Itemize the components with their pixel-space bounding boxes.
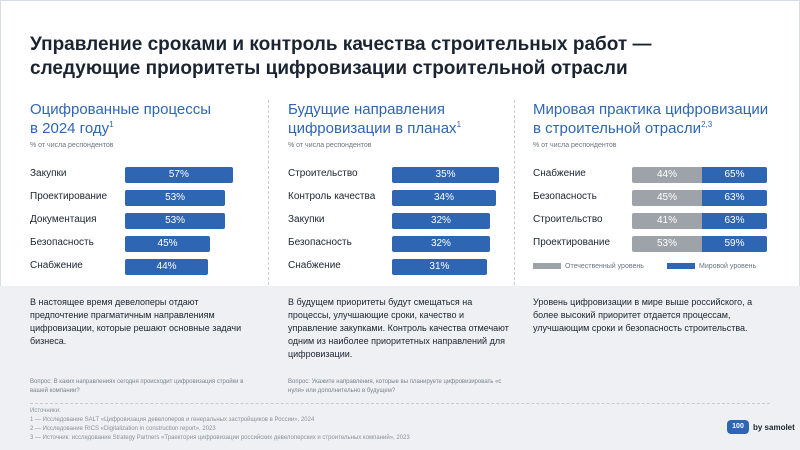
- column1-note: В настоящее время девелоперы отдают предпочтение прагматичным направлениям цифровизации, которые решают основные задачи бизнеса.: [30, 297, 242, 346]
- bar-row: [288, 259, 528, 275]
- bar-row: [533, 190, 773, 206]
- bar-global: [702, 167, 767, 183]
- bar-category-label: Безопасность: [533, 191, 597, 202]
- bar-category-label: Строительство: [288, 168, 358, 179]
- legend-swatch-domestic: [533, 263, 561, 269]
- column2-heading-line1: Будущие направления: [288, 101, 445, 118]
- column2-note: В будущем приоритеты будут смещаться на процессы, улучшающие сроки, качество и управление закупками. Контроль качества отмечают одним из наиболее приоритетных направлений для цифровизации.: [288, 297, 509, 359]
- bar-category-label: Проектирование: [30, 191, 108, 202]
- bar-category-label: Закупки: [288, 214, 325, 225]
- column2-heading-line2: цифровизации в планах: [288, 120, 457, 137]
- bar-domestic-value-label: 44%: [656, 169, 677, 180]
- bar-value-label: 32%: [430, 215, 451, 226]
- bar-value-label: 35%: [435, 169, 456, 180]
- bar-global-value-label: 65%: [724, 169, 745, 180]
- bar-row: [30, 213, 270, 229]
- sources-heading: Источники:: [30, 408, 61, 414]
- source-2: 2 — Исследование RICS «Digitalization in construction report», 2023: [30, 426, 216, 432]
- bar-domestic-value-label: 45%: [656, 192, 677, 203]
- source-1: 1 — Исследование SALT «Цифровизация девелоперов и генеральных застройщиков в России», 2024: [30, 417, 315, 423]
- bar-domestic: [632, 190, 702, 206]
- bar-row: [288, 190, 528, 206]
- bar: [392, 213, 490, 229]
- bar: [125, 236, 210, 252]
- bar: [125, 167, 233, 183]
- column2-heading: [288, 100, 528, 140]
- column1-heading: [30, 100, 270, 140]
- bar-domestic-value-label: 41%: [656, 215, 677, 226]
- bar-category-label: Проектирование: [533, 237, 611, 248]
- column3-heading-footnote: 2,3: [701, 120, 713, 129]
- bar-value-label: 53%: [165, 215, 186, 226]
- column-future-directions: [288, 100, 528, 149]
- bar-value-label: 31%: [429, 261, 450, 272]
- column2-subtitle: % от числа респондентов: [288, 142, 372, 149]
- bar-domestic: [632, 236, 702, 252]
- column-world-practice: [533, 100, 773, 149]
- column1-heading-footnote: 1: [109, 120, 114, 129]
- column3-heading-line1: Мировая практика цифровизации: [533, 101, 769, 118]
- slide-title: [30, 33, 750, 81]
- bar-value-label: 45%: [157, 238, 178, 249]
- bar-row: [30, 190, 270, 206]
- bar-row: [288, 213, 528, 229]
- bar: [392, 190, 496, 206]
- bar-global: [702, 213, 767, 229]
- bar-value-label: 57%: [168, 169, 189, 180]
- source-3: 3 — Источник: исследование Strategy Partners «Траектория цифровизации российских девелоперских и строительных компаний», 2023: [30, 435, 410, 441]
- bar-category-label: Снабжение: [288, 260, 341, 271]
- column1-question: Вопрос: В каких направлениях сегодня происходит цифровизация стройки в вашей компании?: [30, 379, 244, 394]
- bar-row: [30, 167, 270, 183]
- bar: [125, 259, 208, 275]
- column3-heading: [533, 100, 773, 140]
- bar: [125, 213, 225, 229]
- bar-category-label: Закупки: [30, 168, 67, 179]
- bar: [392, 236, 490, 252]
- sources-list: [30, 407, 630, 443]
- slide-title-line1: Управление сроками и контроль качества строительных работ —: [30, 34, 652, 55]
- bar-global: [702, 236, 767, 252]
- column3-note: Уровень цифровизации в мире выше российского, а более высокий приоритет отдается процессам, улучшающим сроки и безопасность строительства.: [533, 297, 753, 333]
- column1-heading-line2: в 2024 году: [30, 120, 110, 137]
- column3-subtitle: % от числа респондентов: [533, 142, 617, 149]
- bar-domestic: [632, 167, 702, 183]
- bar-category-label: Снабжение: [533, 168, 586, 179]
- bar-global-value-label: 63%: [724, 215, 745, 226]
- bar-global: [702, 190, 767, 206]
- legend-domestic: [533, 263, 644, 270]
- column-divider: [268, 100, 269, 285]
- legend-global: [667, 263, 756, 270]
- column-divider: [514, 100, 515, 285]
- bar-value-label: 44%: [156, 261, 177, 272]
- bar-domestic-value-label: 53%: [656, 238, 677, 249]
- legend-swatch-global: [667, 263, 695, 269]
- bar-value-label: 53%: [165, 192, 186, 203]
- bar: [392, 167, 499, 183]
- legend-label-domestic: Отечественный уровень: [565, 263, 644, 270]
- bar-category-label: Безопасность: [288, 237, 352, 248]
- bar-row: [288, 236, 528, 252]
- bar-category-label: Контроль качества: [288, 191, 376, 202]
- column1-heading-line1: Оцифрованные процессы: [30, 101, 212, 118]
- bar-row: [288, 167, 528, 183]
- sources-divider: [30, 403, 770, 404]
- bar-category-label: Безопасность: [30, 237, 94, 248]
- bar-row: [533, 167, 773, 183]
- bar-category-label: Документация: [30, 214, 97, 225]
- bar-value-label: 34%: [434, 192, 455, 203]
- bar-row: [30, 236, 270, 252]
- bar-category-label: Строительство: [533, 214, 603, 225]
- bar-category-label: Снабжение: [30, 260, 83, 271]
- bar-value-label: 32%: [430, 238, 451, 249]
- bar-global-value-label: 63%: [724, 192, 745, 203]
- column2-heading-footnote: 1: [456, 120, 462, 129]
- bar-row: [30, 259, 270, 275]
- slide-title-line2: следующие приоритеты цифровизации строительной отрасли: [30, 58, 628, 79]
- bar-domestic: [632, 213, 702, 229]
- bar: [125, 190, 225, 206]
- logo-text: by samolet: [753, 422, 795, 432]
- bar: [392, 259, 487, 275]
- bar-row: [533, 213, 773, 229]
- column3-heading-line2: в строительной отрасли: [533, 120, 702, 137]
- column1-subtitle: % от числа респондентов: [30, 142, 114, 149]
- column2-question: Вопрос: Укажите направления, которые вы планируете цифровизировать «с нуля» или дополнительно в будущем?: [288, 379, 502, 394]
- logo-badge: 100: [727, 420, 749, 434]
- column-digitized-processes: [30, 100, 270, 149]
- bar-global-value-label: 59%: [724, 238, 745, 249]
- bar-row: [533, 236, 773, 252]
- company-logo: [727, 420, 795, 434]
- legend-label-global: Мировой уровень: [699, 263, 757, 270]
